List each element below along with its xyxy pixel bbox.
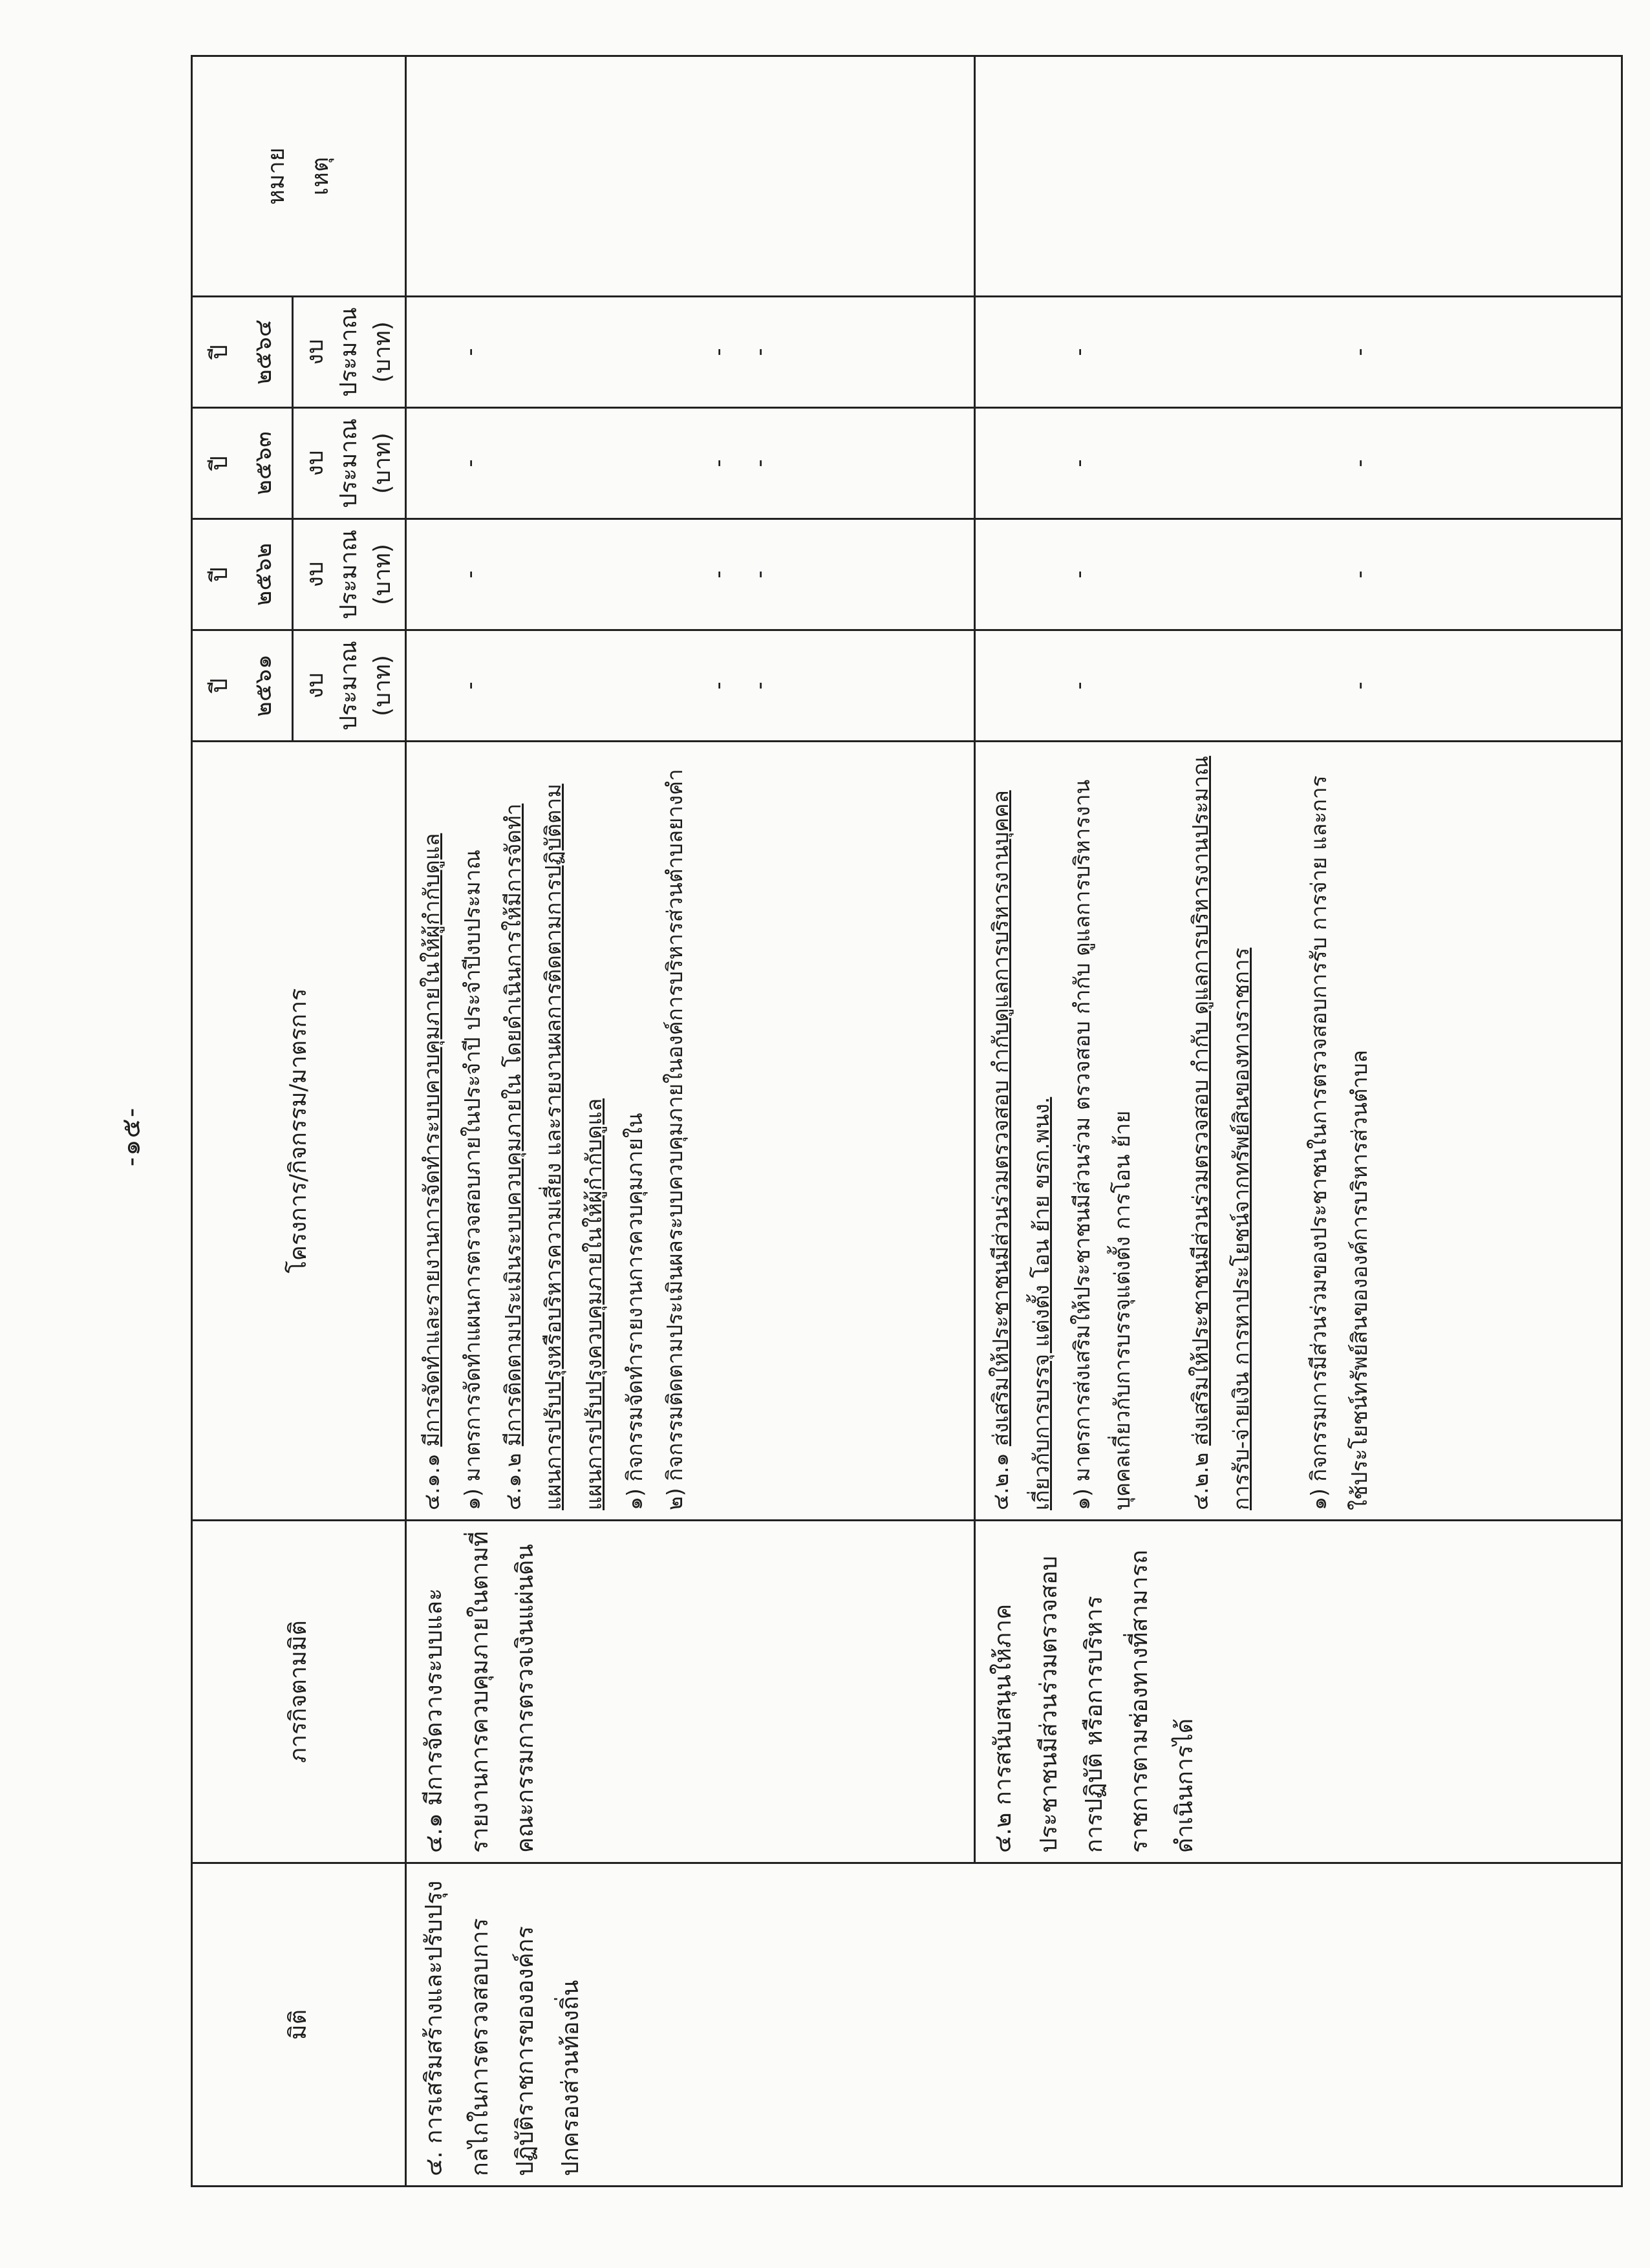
budget-cell: - - xyxy=(975,297,1622,408)
header-year-2564: ปี ๒๕๖๔ xyxy=(192,297,293,408)
header-year-2561: ปี ๒๕๖๑ xyxy=(192,630,293,742)
page-number: -๑๕- xyxy=(116,1106,146,1167)
header-remark: หมาย เหตุ xyxy=(192,56,406,297)
budget-cell: - - - xyxy=(406,297,975,408)
measure-item: ๑) มาตรการจัดทำแผนการตรวจสอบภายในประจำปี ประจำปีงบประมาณ xyxy=(460,850,486,1510)
budget-cell: - - xyxy=(975,408,1622,519)
header-budget-2563: งบ ประมาณ (บาท) xyxy=(292,408,406,519)
project-4-2-2: ๔.๒.๒ ส่งเสริมให้ประชาชนมีส่วนร่วมตรวจสอบ กำกับ ดูแลการบริหารงานประมาณ การรับ-จ่ายเงิน การหาประโยชน์จากทรัพย์สินของทางราชการ xyxy=(1188,756,1254,1510)
activity-item: ๒) กิจกรรมติดตามประเมินผลระบบควบคุมภายในองค์การบริหารส่วนตำบลยางคำ xyxy=(662,769,688,1510)
remark-cell xyxy=(975,56,1622,297)
header-projects: โครงการ/กิจกรรม/มาตรการ xyxy=(192,742,406,1521)
project-4-1-2: ๔.๑.๒ มีการติดตามประเมินระบบควบคุมภายใน โดยดำเนินการให้มีการจัดทำแผนการปรับปรุงหรือบริหารความเสี่ยง และรายงานผลการติดตามการปฏิบัติตามแผนการปรับปรุงควบคุมภายในให้ผู้กำกับดูแล xyxy=(500,784,607,1510)
remark-cell xyxy=(406,56,975,297)
header-year-2562: ปี ๒๕๖๒ xyxy=(192,519,293,630)
projects-cell xyxy=(975,742,1622,1521)
mission-cell: ๔.๒ การสนับสนุนให้ภาคประชาชนมีส่วนร่วมตรวจสอบการปฏิบัติ หรือการบริหารราชการตามช่องทางที่สามารถดำเนินการได้ xyxy=(975,1521,1622,1863)
table-row xyxy=(406,56,975,2187)
header-budget-2562: งบ ประมาณ (บาท) xyxy=(292,519,406,630)
budget-cell: - - - xyxy=(406,630,975,742)
budget-cell: - - - xyxy=(406,519,975,630)
header-budget-2561: งบ ประมาณ (บาท) xyxy=(292,630,406,742)
budget-cell: - - xyxy=(975,519,1622,630)
header-dimension: มิติ xyxy=(192,1863,406,2187)
project-4-2-1: ๔.๒.๑ ส่งเสริมให้ประชาชนมีส่วนร่วมตรวจสอบ กำกับดูแลการบริหารงานบุคคลเกี่ยวกับการบรรจุ แต่งตั้ง โอน ย้าย ขรก.พนง. xyxy=(988,790,1055,1510)
mission-cell: ๔.๑ มีการจัดวางระบบและรายงานการควบคุมภายในตามที่คณะกรรมการตรวจเงินแผ่นดิน xyxy=(406,1521,975,1863)
projects-cell xyxy=(406,742,975,1521)
plan-table xyxy=(191,55,1623,2187)
activity-item: ๑) กิจกรรมการมีส่วนร่วมของประชาชนในการตรวจสอบการรับ การจ่าย และการใช้ประโยชน์ทรัพย์สินขององค์การบริหารส่วนตำบล xyxy=(1306,775,1373,1510)
project-4-1-1: ๔.๑.๑ มีการจัดทำและรายงานการจัดทำระบบควบคุมภายในให้ผู้กำกับดูแล xyxy=(419,833,445,1510)
measure-item: ๑) มาตรการส่งเสริมให้ประชาชนมีส่วนร่วม ตรวจสอบ กำกับ ดูแลการบริหารงานบุคคลเกี่ยวกับการบรรจุแต่งตั้ง การโอน ย้าย xyxy=(1069,779,1135,1510)
header-budget-2564: งบ ประมาณ (บาท) xyxy=(292,297,406,408)
budget-cell: - - xyxy=(975,630,1622,742)
dimension-cell: ๔. การเสริมสร้างและปรับปรุงกลไกในการตรวจสอบการปฏิบัติราชการขององค์กรปกครองส่วนท้องถิ่น xyxy=(406,1863,1622,2187)
budget-cell: - - - xyxy=(406,408,975,519)
activity-item: ๑) กิจกรรมจัดทำรายงานการควบคุมภายใน xyxy=(621,1113,647,1510)
header-year-2563: ปี ๒๕๖๓ xyxy=(192,408,293,519)
header-mission: ภารกิจตามมิติ xyxy=(192,1521,406,1863)
